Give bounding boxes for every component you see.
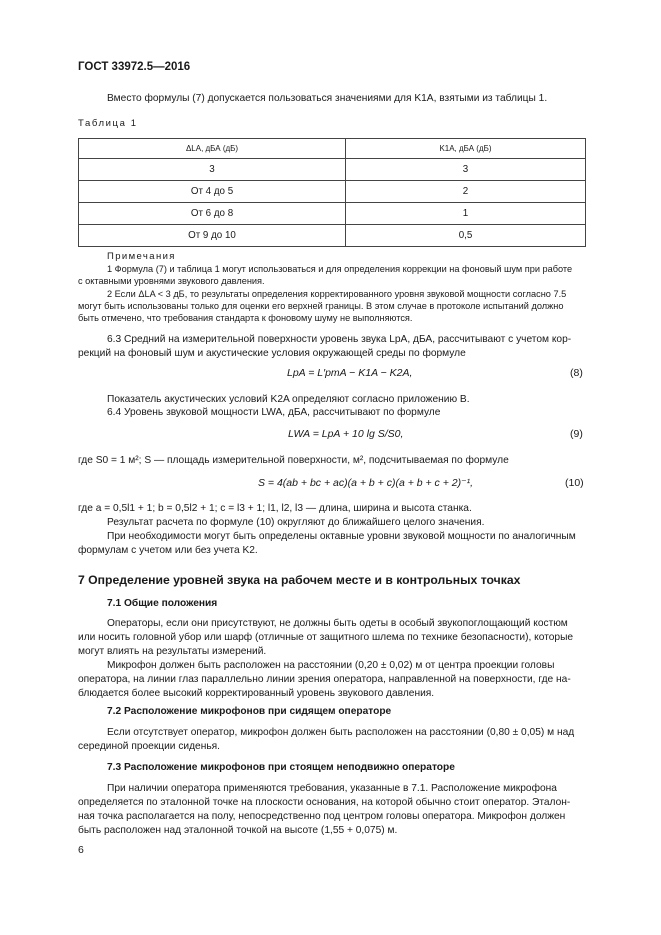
paragraph-line: определяется по эталонной точке на плоскости основания, на которой обычно стоит оператор. Эталон- <box>78 797 571 808</box>
paragraph-line: Операторы, если они присутствуют, не должны быть одеты в особый звукопоглощающий костюм <box>107 618 568 629</box>
equation-9-number: (9) <box>570 428 583 440</box>
correction-table <box>78 138 586 247</box>
notes-title: Примечания <box>107 251 176 262</box>
table-row <box>79 181 586 203</box>
paragraph-line: ная точка располагается на полу, непосредственно под центром головы оператора. Микрофон должен <box>78 811 566 822</box>
section-7-heading: 7 Определение уровней звука на рабочем месте и в контрольных точках <box>78 573 521 587</box>
octave-note-line: формулам с учетом или без учета K2. <box>78 545 258 556</box>
table-cell: 1 <box>346 203 586 225</box>
table-cell: 0,5 <box>346 225 586 247</box>
equation-10-number: (10) <box>565 477 584 489</box>
table-header-row <box>79 139 586 159</box>
intro-paragraph: Вместо формулы (7) допускается пользоваться значениями для K1A, взятыми из таблицы 1. <box>107 93 548 104</box>
paragraph-line: быть расположен над эталонной точкой на высоте (1,55 + 0,075) м. <box>78 825 398 836</box>
table-row <box>79 225 586 247</box>
paragraph-line: При наличии оператора применяются требования, указанные в 7.1. Расположение микрофона <box>107 783 557 794</box>
paragraph-line: Если отсутствует оператор, микрофон должен быть расположен на расстоянии (0,80 ± 0,05) м над <box>107 727 575 738</box>
rounding-note: Результат расчета по формуле (10) округляют до ближайшего целого значения. <box>107 517 485 528</box>
octave-note-line: При необходимости могут быть определены октавные уровни звуковой мощности по аналогичным <box>107 531 576 542</box>
section-6-4-line: Показатель акустических условий K2A определяют согласно приложению В. <box>107 394 470 405</box>
paragraph-line: серединой проекции сиденья. <box>78 741 221 752</box>
equation-10: S = 4(ab + bc + ac)(a + b + c)(a + b + c + 2)⁻¹, <box>258 477 474 489</box>
paragraph-line: блюдается более высокий корректированный уровень звукового давления. <box>78 688 435 699</box>
paragraph-line: Микрофон должен быть расположен на расстоянии (0,20 ± 0,02) м от центра проекции головы <box>107 660 555 671</box>
paragraph-line: могут влиять на результаты измерений. <box>78 646 267 657</box>
variables-definition: где a = 0,5l1 + 1; b = 0,5l2 + 1; c = l3 + 1; l1, l2, l3 — длина, ширина и высота станка. <box>78 503 472 514</box>
paragraph-line: оператора, на линии глаз параллельно линии зрения оператора, направленной на поверхности, где на- <box>78 674 571 685</box>
note-line: с октавными уровнями звукового давления. <box>78 276 265 286</box>
section-6-3-line: 6.3 Средний на измерительной поверхности уровень звука LpA, дБА, рассчитывают с учетом кор- <box>107 334 572 345</box>
document-header: ГОСТ 33972.5—2016 <box>78 61 191 73</box>
table-cell: 3 <box>346 159 586 181</box>
subsection-7-1-heading: 7.1 Общие положения <box>107 598 218 609</box>
table-cell: От 9 до 10 <box>79 225 346 247</box>
table-row <box>79 159 586 181</box>
equation-8-number: (8) <box>570 367 583 379</box>
table-caption: Таблица 1 <box>78 118 138 129</box>
table-cell: От 4 до 5 <box>79 181 346 203</box>
section-6-4-line: 6.4 Уровень звуковой мощности LWA, дБА, рассчитывают по формуле <box>107 407 441 418</box>
page-number: 6 <box>78 844 84 856</box>
subsection-7-3-heading: 7.3 Расположение микрофонов при стоящем неподвижно операторе <box>107 762 455 773</box>
where-clause: где S0 = 1 м²; S — площадь измерительной поверхности, м², подсчитываемая по формуле <box>78 455 509 466</box>
note-line: могут быть использованы только для оценки его верхней границы. В этом случае в протоколе испытаний должно <box>78 301 564 311</box>
note-line: быть отмечено, что требования стандарта к фоновому шуму не выполняются. <box>78 313 413 323</box>
note-line: 2 Если ΔLA < 3 дБ, то результаты определения корректированного уровня звуковой мощности согласно 7.5 <box>107 289 567 299</box>
table-header-cell: ΔLA, дБА (дБ) <box>79 139 346 159</box>
table-cell: От 6 до 8 <box>79 203 346 225</box>
table-row <box>79 203 586 225</box>
equation-9: LWA = LpA + 10 lg S/S0, <box>288 428 404 440</box>
table-cell: 2 <box>346 181 586 203</box>
section-6-3-line: рекций на фоновый шум и акустические условия окружающей среды по формуле <box>78 348 466 359</box>
paragraph-line: или носить головной убор или шарф (отличные от защитного шлема по технике безопасности), которые <box>78 632 574 643</box>
equation-8: LpA = L′pmA − K1A − K2A, <box>287 367 413 379</box>
subsection-7-2-heading: 7.2 Расположение микрофонов при сидящем операторе <box>107 706 392 717</box>
table-header-cell: K1A, дБА (дБ) <box>346 139 586 159</box>
note-line: 1 Формула (7) и таблица 1 могут использоваться и для определения коррекции на фоновый шум при работе <box>107 264 573 274</box>
table-cell: 3 <box>79 159 346 181</box>
